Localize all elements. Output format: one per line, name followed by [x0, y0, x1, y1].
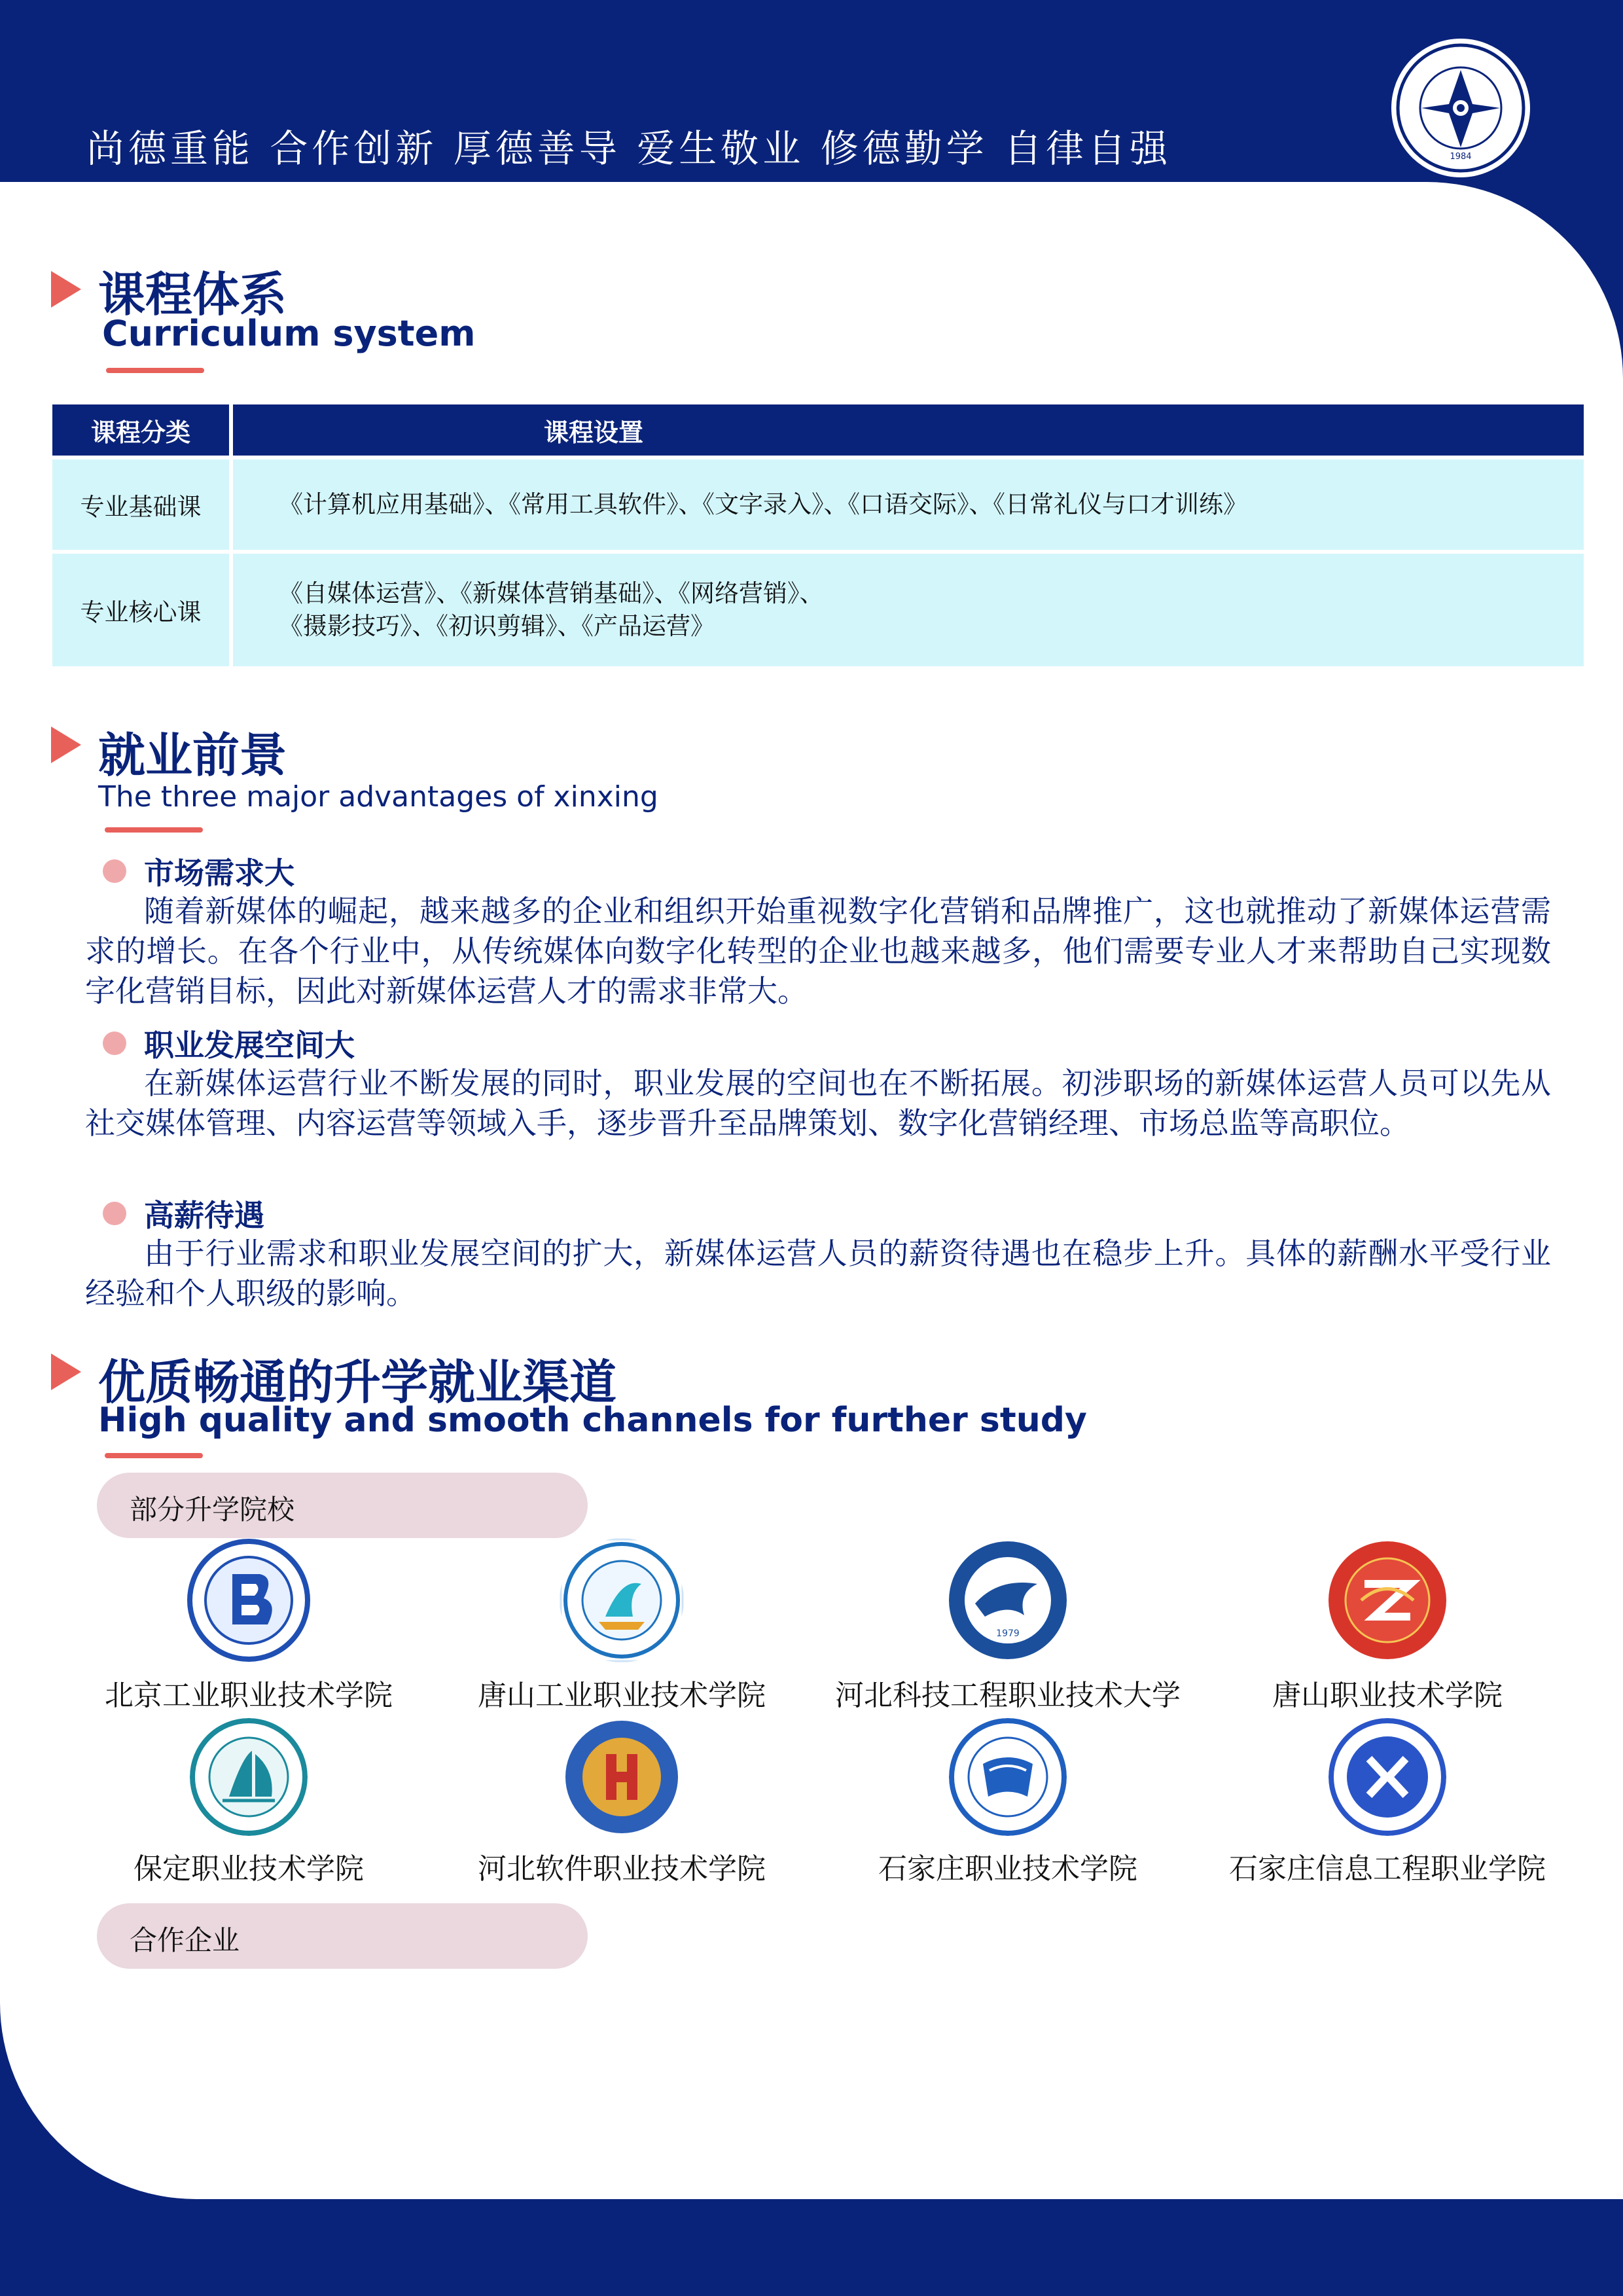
school-emblem-icon [1389, 36, 1533, 180]
course-line: 《自媒体运营》、《新媒体营销基础》、《网络营销》、 [279, 579, 824, 607]
channels-title: 优质畅通的升学就业渠道 [98, 1355, 617, 1410]
school-name: 河北科技工程职业技术大学 [835, 1679, 1181, 1712]
curriculum-subtitle: Curriculum system [102, 313, 476, 354]
curriculum-underline [106, 368, 204, 373]
curriculum-table [52, 404, 1584, 666]
section-arrow-icon [51, 271, 81, 308]
employment-subtitle: The three major advantages of xinxing [98, 780, 658, 814]
table-header-courses [231, 404, 1584, 457]
table-row [52, 552, 1584, 666]
school-name: 石家庄信息工程职业学院 [1229, 1852, 1546, 1886]
sjzxx-logo-icon [1329, 1718, 1446, 1836]
section-arrow-icon [51, 1354, 81, 1390]
school-item [85, 1538, 412, 1713]
svg-text:1979: 1979 [996, 1628, 1020, 1639]
school-item [1224, 1538, 1551, 1713]
schools-label-pill [97, 1473, 588, 1538]
school-item [825, 1538, 1191, 1713]
advantage-text: 在新媒体运营行业不断发展的同时，职业发展的空间也在不断拓展。初涉职场的新媒体运营人员可以先从社交媒体管理、内容运营等领域入手，逐步晋升至品牌策划、数字化营销经理、市场总监等高职位。 [85, 1066, 1551, 1141]
advantage-text: 由于行业需求和职业发展空间的扩大，新媒体运营人员的薪资待遇也在稳步上升。具体的薪酬水平受行业经验和个人职级的影响。 [85, 1236, 1551, 1311]
bullet-dot-icon [103, 1031, 126, 1055]
employment-title: 就业前景 [98, 728, 287, 783]
channels-subtitle: High quality and smooth channels for further study [98, 1401, 1087, 1440]
tsgy-logo-icon [560, 1538, 684, 1662]
advantage-title: 职业发展空间大 [144, 1028, 355, 1063]
employment-underline [105, 827, 203, 833]
category-cell: 专业基础课 [52, 457, 231, 552]
advantage-title: 市场需求大 [144, 855, 294, 891]
school-motto: 尚德重能 合作创新 厚德善导 爱生敬业 修德勤学 自律自强 [86, 126, 1172, 171]
table-header-row [52, 404, 1584, 457]
school-name: 唐山职业技术学院 [1272, 1679, 1503, 1712]
tszy-logo-icon [1325, 1538, 1450, 1662]
table-header-courses-label: 课程设置 [544, 418, 644, 447]
school-name: 保定职业技术学院 [134, 1852, 364, 1886]
school-item [458, 1718, 785, 1887]
bullet-dot-icon [103, 859, 126, 883]
table-header-category: 课程分类 [52, 404, 231, 457]
school-name: 唐山工业职业技术学院 [478, 1679, 766, 1712]
hbkj-logo-icon [946, 1538, 1070, 1662]
category-cell: 专业核心课 [52, 552, 231, 666]
school-item [1211, 1718, 1564, 1887]
sjzzy-logo-icon [949, 1718, 1067, 1836]
course-line: 《计算机应用基础》、《常用工具软件》、《文字录入》、《口语交际》、《日常礼仪与口才训练》 [279, 490, 1247, 518]
courses-cell [231, 457, 1584, 552]
bjpc-logo-icon [187, 1538, 311, 1662]
school-name: 石家庄职业技术学院 [878, 1852, 1137, 1886]
partners-label-pill [97, 1903, 588, 1969]
school-item [458, 1538, 785, 1713]
school-item [85, 1718, 412, 1887]
table-row [52, 457, 1584, 552]
svg-text:1984: 1984 [1450, 152, 1472, 162]
schools-label: 部分升学院校 [130, 1494, 295, 1526]
section-arrow-icon [51, 726, 81, 763]
courses-cell [231, 552, 1584, 666]
school-item [838, 1718, 1178, 1887]
curriculum-title: 课程体系 [98, 267, 287, 322]
bdzy-logo-icon [190, 1718, 308, 1836]
partners-label: 合作企业 [130, 1924, 240, 1956]
header-band [0, 0, 1623, 182]
channels-underline [105, 1453, 203, 1458]
bullet-dot-icon [103, 1202, 126, 1225]
school-name: 北京工业职业技术学院 [105, 1679, 393, 1712]
school-name: 河北软件职业技术学院 [478, 1852, 766, 1886]
advantage-text: 随着新媒体的崛起，越来越多的企业和组织开始重视数字化营销和品牌推广，这也就推动了新媒体运营需求的增长。在各个行业中，从传统媒体向数字化转型的企业也越来越多，他们需要专业人才来帮助自己实现数字化营销目标，因此对新媒体运营人才的需求非常大。 [85, 893, 1551, 1009]
course-line: 《摄影技巧》、《初识剪辑》、《产品运营》 [279, 612, 715, 640]
hbrj-logo-icon [563, 1718, 681, 1836]
advantage-title: 高薪待遇 [144, 1198, 264, 1233]
